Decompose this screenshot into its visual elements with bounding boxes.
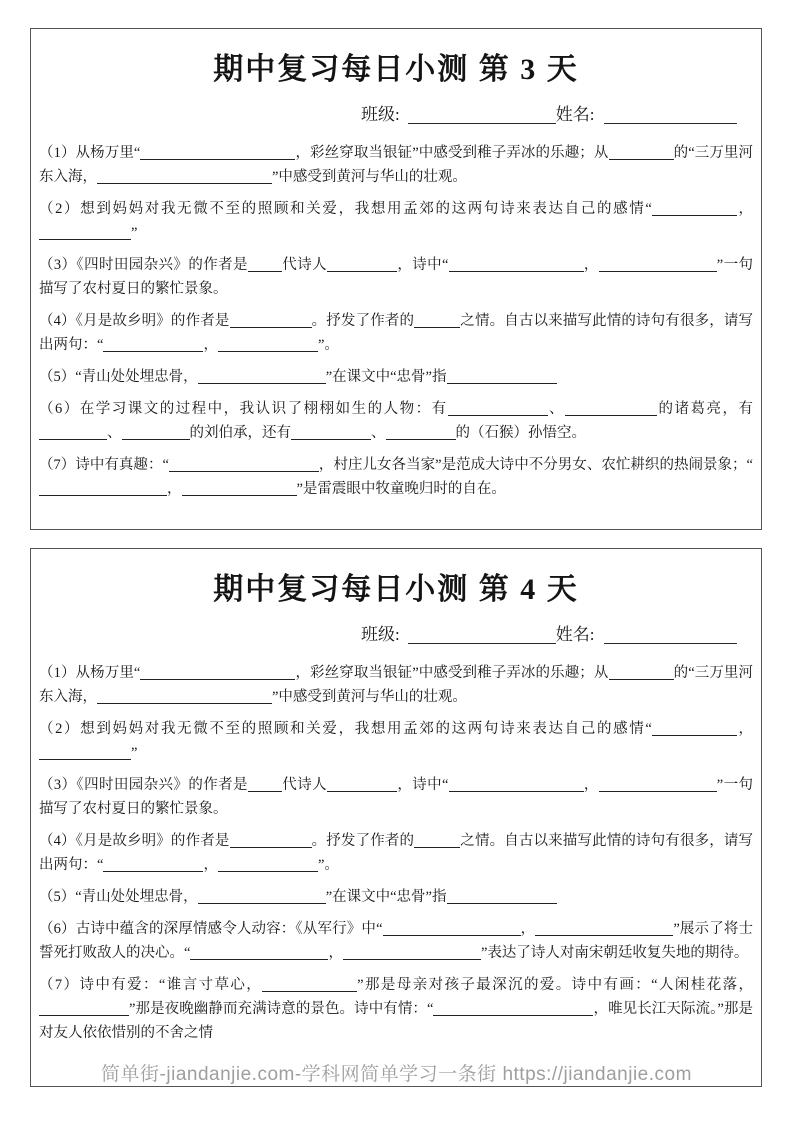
answer-blank-line [190,945,328,960]
name-label: 姓名: [555,105,595,124]
answer-blank-line [383,921,521,936]
answer-blank-line [198,369,326,384]
answer-blank-line [97,689,272,704]
quiz-card-day4 [30,548,762,1087]
answer-blank-line [39,1001,129,1016]
name-blank-line [604,626,737,644]
answer-blank-line [103,857,203,872]
answer-blank-line [291,425,371,440]
question: （1）从杨万里“ ，彩丝穿取当银钲”中感受到稚子弄冰的乐趣；从 的“三万里河东入海， ”中感受到黄河与华山的壮观。 [39,665,754,705]
answer-blank-line [140,145,295,160]
question: （3）《四时田园杂兴》的作者是 代诗人 ，诗中“ ， ”一句描写了农村夏日的繁忙景象。 [39,777,754,817]
answer-blank-line [599,777,717,792]
class-label: 班级: [361,105,400,124]
question: （2）想到妈妈对我无微不至的照顾和关爱，我想用孟郊的这两句诗来表达自己的感情“ ，” [39,201,754,241]
answer-blank-line [609,145,674,160]
answer-blank-line [230,833,312,848]
answer-blank-line [449,257,584,272]
class-label: 班级: [361,625,400,644]
class-blank-line [408,626,556,644]
answer-blank-line [39,225,131,240]
question: （4）《月是故乡明》的作者是 。抒发了作者的 之情。自古以来描写此情的诗句有很多，请写出两句：“ ， ”。 [39,313,754,353]
answer-blank-line [140,665,295,680]
question: （7）诗中有真趣：“ ，村庄儿女各当家”是范成大诗中不分男女、农忙耕织的热闹景象；“， ”是雷震眼中牧童晚归时的自在。 [39,457,753,497]
answer-blank-line [327,257,397,272]
answer-blank-line [248,777,282,792]
answer-blank-line [448,401,548,416]
answer-blank-line [449,777,584,792]
footer-watermark: 简单街-jiandanjie.com-学科网简单学习一条街 https://jiandanjie.com [101,1064,692,1085]
question-list [39,141,753,501]
answer-blank-line [652,721,737,736]
answer-blank-line [182,481,297,496]
answer-blank-line [327,777,397,792]
card-title: 期中复习每日小测 第 3 天 [213,53,579,86]
answer-blank-line [248,257,282,272]
quiz-card-day3 [30,28,762,530]
class-blank-line [408,106,556,124]
answer-blank-line [652,201,737,216]
answer-blank-line [599,257,717,272]
question: （5）“青山处处埋忠骨， ”在课文中“忠骨”指 [39,885,753,909]
answer-blank-line [447,889,557,904]
answer-blank-line [565,401,657,416]
answer-blank-line [39,481,167,496]
student-info-row [31,103,761,127]
answer-blank-line [230,313,312,328]
answer-blank-line [414,833,460,848]
question: （6）古诗中蕴含的深厚情感令人动容：《从军行》中“ ， ”展示了将士誓死打败敌人的决心。“ ， ”表达了诗人对南宋朝廷收复失地的期待。 [39,921,754,961]
answer-blank-line [386,425,456,440]
answer-blank-line [218,857,318,872]
question: （6）在学习课文的过程中，我认识了栩栩如生的人物：有 、 的诸葛亮，有、 的刘伯承，还有 、 的（石猴）孙悟空。 [39,401,754,441]
answer-blank-line [414,313,460,328]
answer-blank-line [535,921,673,936]
answer-blank-line [39,745,131,760]
answer-blank-line [262,977,357,992]
question: （5）“青山处处埋忠骨， ”在课文中“忠骨”指 [39,365,753,389]
question-list [39,661,753,1045]
answer-blank-line [447,369,557,384]
name-label: 姓名: [555,625,595,644]
answer-blank-line [122,425,190,440]
question: （4）《月是故乡明》的作者是 。抒发了作者的 之情。自古以来描写此情的诗句有很多，请写出两句：“ ， ”。 [39,833,754,873]
answer-blank-line [433,1001,593,1016]
answer-blank-line [97,169,272,184]
question: （3）《四时田园杂兴》的作者是 代诗人 ，诗中“ ， ”一句描写了农村夏日的繁忙景象。 [39,257,754,297]
answer-blank-line [609,665,674,680]
answer-blank-line [198,889,326,904]
card-title: 期中复习每日小测 第 4 天 [213,573,579,606]
answer-blank-line [39,425,107,440]
question: （2）想到妈妈对我无微不至的照顾和关爱，我想用孟郊的这两句诗来表达自己的感情“ ，” [39,721,754,761]
question: （7）诗中有爱：“谁言寸草心， ”那是母亲对孩子最深沉的爱。诗中有画：“人闲桂花落，”那是夜晚幽静而充满诗意的景色。诗中有情：“ ，唯见长江天际流。”那是对友人依依惜别的不舍之情 [39,977,754,1041]
answer-blank-line [218,337,318,352]
student-info-row [31,623,761,647]
answer-blank-line [169,457,319,472]
answer-blank-line [343,945,481,960]
question: （1）从杨万里“ ，彩丝穿取当银钲”中感受到稚子弄冰的乐趣；从 的“三万里河东入海， ”中感受到黄河与华山的壮观。 [39,145,754,185]
answer-blank-line [103,337,203,352]
name-blank-line [604,106,737,124]
